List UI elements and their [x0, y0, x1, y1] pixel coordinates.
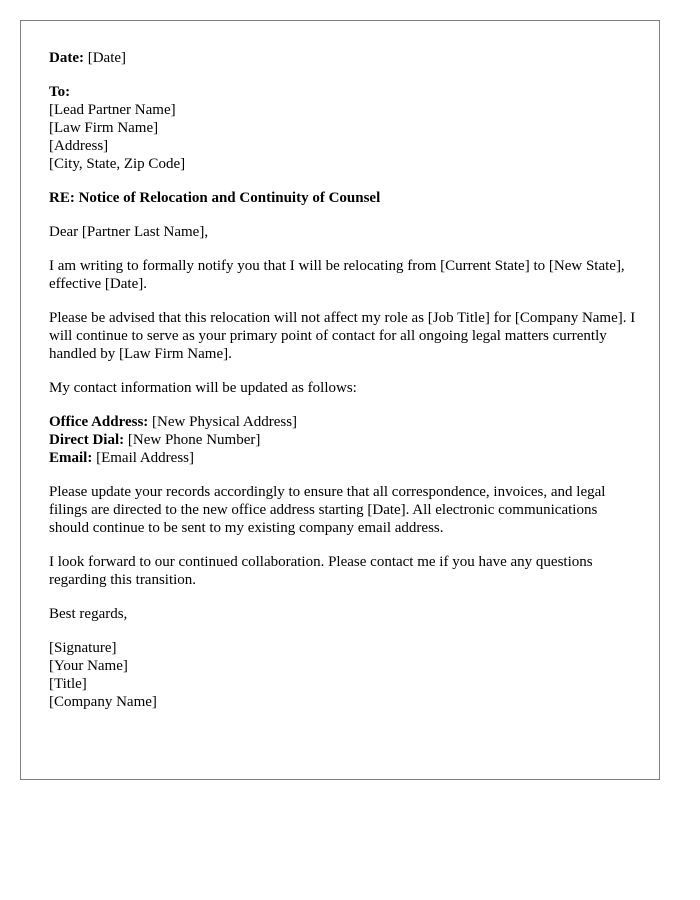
date-label: Date:	[49, 50, 84, 66]
paragraph-role-continuity: Please be advised that this relocation will not affect my role as [Job Title] for [Company Name]. I will continue to serve as your primary point of contact for all ongoing legal matters currently handled by [Law Firm Name].	[49, 310, 636, 362]
signer-company: [Company Name]	[49, 694, 157, 710]
signature-line: [Signature]	[49, 640, 117, 656]
paragraph-collaboration: I look forward to our continued collaboration. Please contact me if you have any questions regarding this transition.	[49, 554, 593, 588]
signature-block	[49, 639, 639, 711]
to-label: To:	[49, 84, 71, 100]
paragraph-update-records: Please update your records accordingly to ensure that all correspondence, invoices, and legal filings are directed to the new office address starting [Date]. All electronic communications should continue to be sent to my existing company email address.	[49, 484, 606, 536]
office-address-line	[49, 413, 639, 431]
office-address-label: Office Address:	[49, 414, 149, 430]
date-value: [Date]	[87, 50, 127, 66]
recipient-address: [Address]	[49, 138, 109, 154]
direct-dial-value: [New Phone Number]	[127, 432, 261, 448]
subject-line: RE: Notice of Relocation and Continuity of Counsel	[49, 190, 381, 206]
office-address-value: [New Physical Address]	[152, 414, 298, 430]
recipient-firm: [Law Firm Name]	[49, 120, 159, 136]
signer-title: [Title]	[49, 676, 87, 692]
email-line	[49, 449, 639, 467]
paragraph-relocation-notice: I am writing to formally notify you that I will be relocating from [Current State] to [New State], effective [Date].	[49, 258, 625, 292]
signer-name: [Your Name]	[49, 658, 128, 674]
letter-body	[49, 49, 639, 727]
letter-page	[20, 20, 660, 780]
recipient-name: [Lead Partner Name]	[49, 102, 176, 118]
direct-dial-label: Direct Dial:	[49, 432, 125, 448]
signoff: Best regards,	[49, 606, 128, 622]
recipient-block	[49, 83, 639, 173]
salutation: Dear [Partner Last Name],	[49, 224, 209, 240]
paragraph-contact-intro: My contact information will be updated as follows:	[49, 380, 357, 396]
contact-info-block	[49, 413, 639, 467]
date-line	[49, 49, 639, 67]
direct-dial-line	[49, 431, 639, 449]
recipient-city-state-zip: [City, State, Zip Code]	[49, 156, 186, 172]
email-value: [Email Address]	[96, 450, 194, 466]
email-label: Email:	[49, 450, 93, 466]
